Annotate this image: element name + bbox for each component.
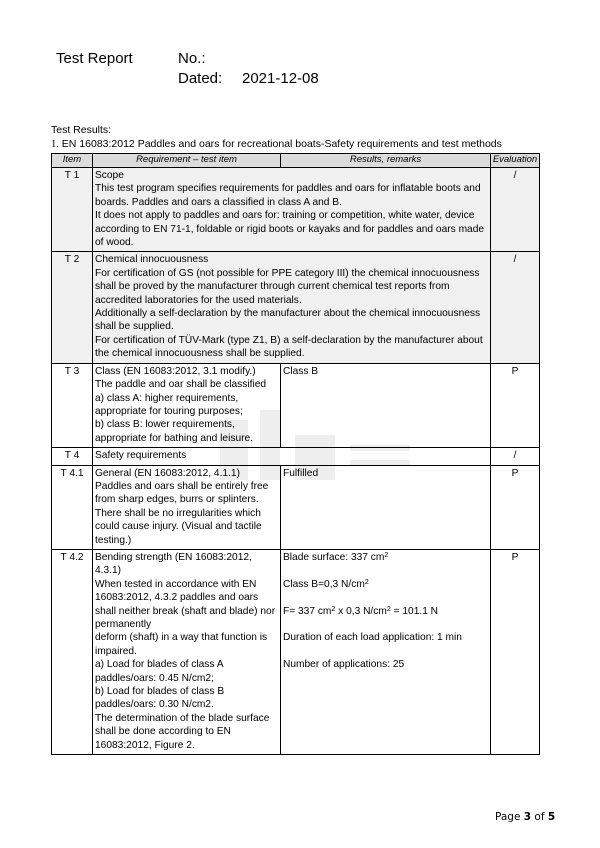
requirement-text: b) Load for blades of class B paddles/oars: 0.30 N/cm2. bbox=[95, 686, 225, 711]
section-title bbox=[51, 138, 502, 150]
requirement-cell bbox=[93, 465, 281, 549]
table-header-row bbox=[52, 154, 540, 168]
result-cell bbox=[281, 549, 491, 754]
report-header bbox=[56, 48, 556, 118]
test-results-label: Test Results: bbox=[51, 124, 112, 136]
of-word: of bbox=[534, 811, 545, 823]
requirement-text: The paddle and oar shall be classified bbox=[95, 379, 267, 391]
evaluation-cell: / bbox=[491, 448, 540, 465]
requirement-cell bbox=[93, 549, 281, 754]
page-word: Page bbox=[495, 811, 521, 823]
result-cell: Class B bbox=[281, 363, 491, 447]
requirement-cell bbox=[93, 168, 491, 252]
requirement-title: Safety requirements bbox=[95, 450, 187, 462]
section-title-text: EN 16083:2012 Paddles and oars for recreational boats-Safety requirements and test methods bbox=[61, 138, 502, 150]
column-header-evaluation: Evaluation bbox=[491, 154, 540, 168]
requirement-text: a) Load for blades of class A paddles/oars: 0.45 N/cm2; bbox=[95, 659, 223, 684]
item-cell: T 4 bbox=[52, 448, 93, 465]
force-text: x 0,3 N/cm bbox=[335, 605, 387, 617]
page-total: 5 bbox=[547, 811, 556, 823]
table-row bbox=[52, 549, 540, 754]
duration-result: Duration of each load application: 1 min bbox=[283, 632, 462, 644]
item-cell: T 2 bbox=[52, 252, 93, 363]
force-result bbox=[283, 605, 488, 618]
requirement-title: Bending strength (EN 16083:2012, 4.3.1) bbox=[95, 551, 252, 577]
evaluation-cell: P bbox=[491, 465, 540, 549]
blade-surface-result bbox=[283, 551, 488, 564]
requirement-text: For certification of GS (not possible for PPE category III) the chemical innocuousness shall be proved by the manufacturer through current chemical test reports from accredited laboratories for the used materials. bbox=[95, 267, 480, 306]
item-cell: T 4.1 bbox=[52, 465, 93, 549]
superscript: 2 bbox=[331, 605, 336, 613]
blade-surface-text: Blade surface: 337 cm bbox=[283, 551, 385, 563]
requirement-cell bbox=[93, 363, 281, 447]
evaluation-cell: P bbox=[491, 549, 540, 754]
force-text: F= 337 cm bbox=[283, 605, 332, 617]
evaluation-cell: / bbox=[491, 252, 540, 363]
requirement-text: b) class B: lower requirements, appropriate for bathing and leisure. bbox=[95, 419, 254, 444]
page-current: 3 bbox=[523, 811, 532, 823]
item-cell: T 4.2 bbox=[52, 549, 93, 754]
report-dated-label: Dated: bbox=[178, 70, 223, 87]
requirement-cell bbox=[93, 252, 491, 363]
table-row bbox=[52, 465, 540, 549]
class-load-text: Class B=0,3 N/cm bbox=[283, 578, 365, 590]
requirement-cell bbox=[93, 448, 491, 465]
requirement-title: General (EN 16083:2012, 4.1.1) bbox=[95, 467, 240, 479]
requirement-text: For certification of TÜV-Mark (type Z1, B) a self-declaration by the manufacturer about the chemical innocuousness shall be supplied. bbox=[95, 334, 483, 360]
requirement-text: When tested in accordance with EN 16083:2012, 4.3.2 paddles and oars shall neither break (shaft and blade) nor permanently bbox=[95, 578, 276, 630]
superscript: 2 bbox=[386, 605, 391, 613]
applications-result: Number of applications: 25 bbox=[283, 659, 405, 671]
force-text: = 101.1 N bbox=[390, 605, 439, 617]
item-cell: T 1 bbox=[52, 168, 93, 252]
test-results-table bbox=[51, 153, 540, 755]
requirement-text: deform (shaft) in a way that function is impaired. bbox=[95, 632, 268, 657]
requirement-title: Class (EN 16083:2012, 3.1 modify.) bbox=[95, 365, 256, 377]
report-number-label: No.: bbox=[178, 50, 206, 67]
item-cell: T 3 bbox=[52, 363, 93, 447]
result-cell: Fulfilled bbox=[281, 465, 491, 549]
requirement-title: Chemical innocuousness bbox=[95, 254, 209, 266]
evaluation-cell: P bbox=[491, 363, 540, 447]
report-title: Test Report bbox=[56, 50, 133, 67]
table-row bbox=[52, 252, 540, 363]
column-header-requirement: Requirement – test item bbox=[93, 154, 281, 168]
requirement-text: The determination of the blade surface shall be done according to EN 16083:2012, Figure 2. bbox=[95, 712, 270, 751]
table-row bbox=[52, 168, 540, 252]
requirement-text: It does not apply to paddles and oars for: training or competition, white water, device according to EN 71-1, foldable or rigid boots or kayaks and for paddles and oars made of wood. bbox=[95, 210, 485, 249]
requirement-title: Scope bbox=[95, 170, 124, 181]
table-row bbox=[52, 448, 540, 465]
report-date-value: 2021-12-08 bbox=[242, 70, 319, 87]
section-number: 1. bbox=[51, 139, 59, 150]
superscript: 2 bbox=[384, 551, 389, 559]
requirement-text: a) class A: higher requirements, appropriate for touring purposes; bbox=[95, 392, 243, 417]
class-load-result bbox=[283, 578, 488, 591]
evaluation-cell: / bbox=[491, 168, 540, 252]
superscript: 2 bbox=[364, 578, 369, 586]
column-header-item: Item bbox=[52, 154, 93, 168]
table-row bbox=[52, 363, 540, 447]
page-footer bbox=[495, 811, 555, 823]
requirement-text: Paddles and oars shall be entirely free from sharp edges, burrs or splinters. There shall be no irregularities which could cause injury. (Visual and tactile testing.) bbox=[95, 480, 269, 546]
requirement-text: This test program specifies requirements for paddles and oars for inflatable boots and boards. Paddles and oars a classified in class A and B. bbox=[95, 183, 481, 208]
requirement-text: Additionally a self-declaration by the manufacturer about the chemical innocuousness shall be supplied. bbox=[95, 308, 481, 333]
column-header-results: Results, remarks bbox=[281, 154, 491, 168]
